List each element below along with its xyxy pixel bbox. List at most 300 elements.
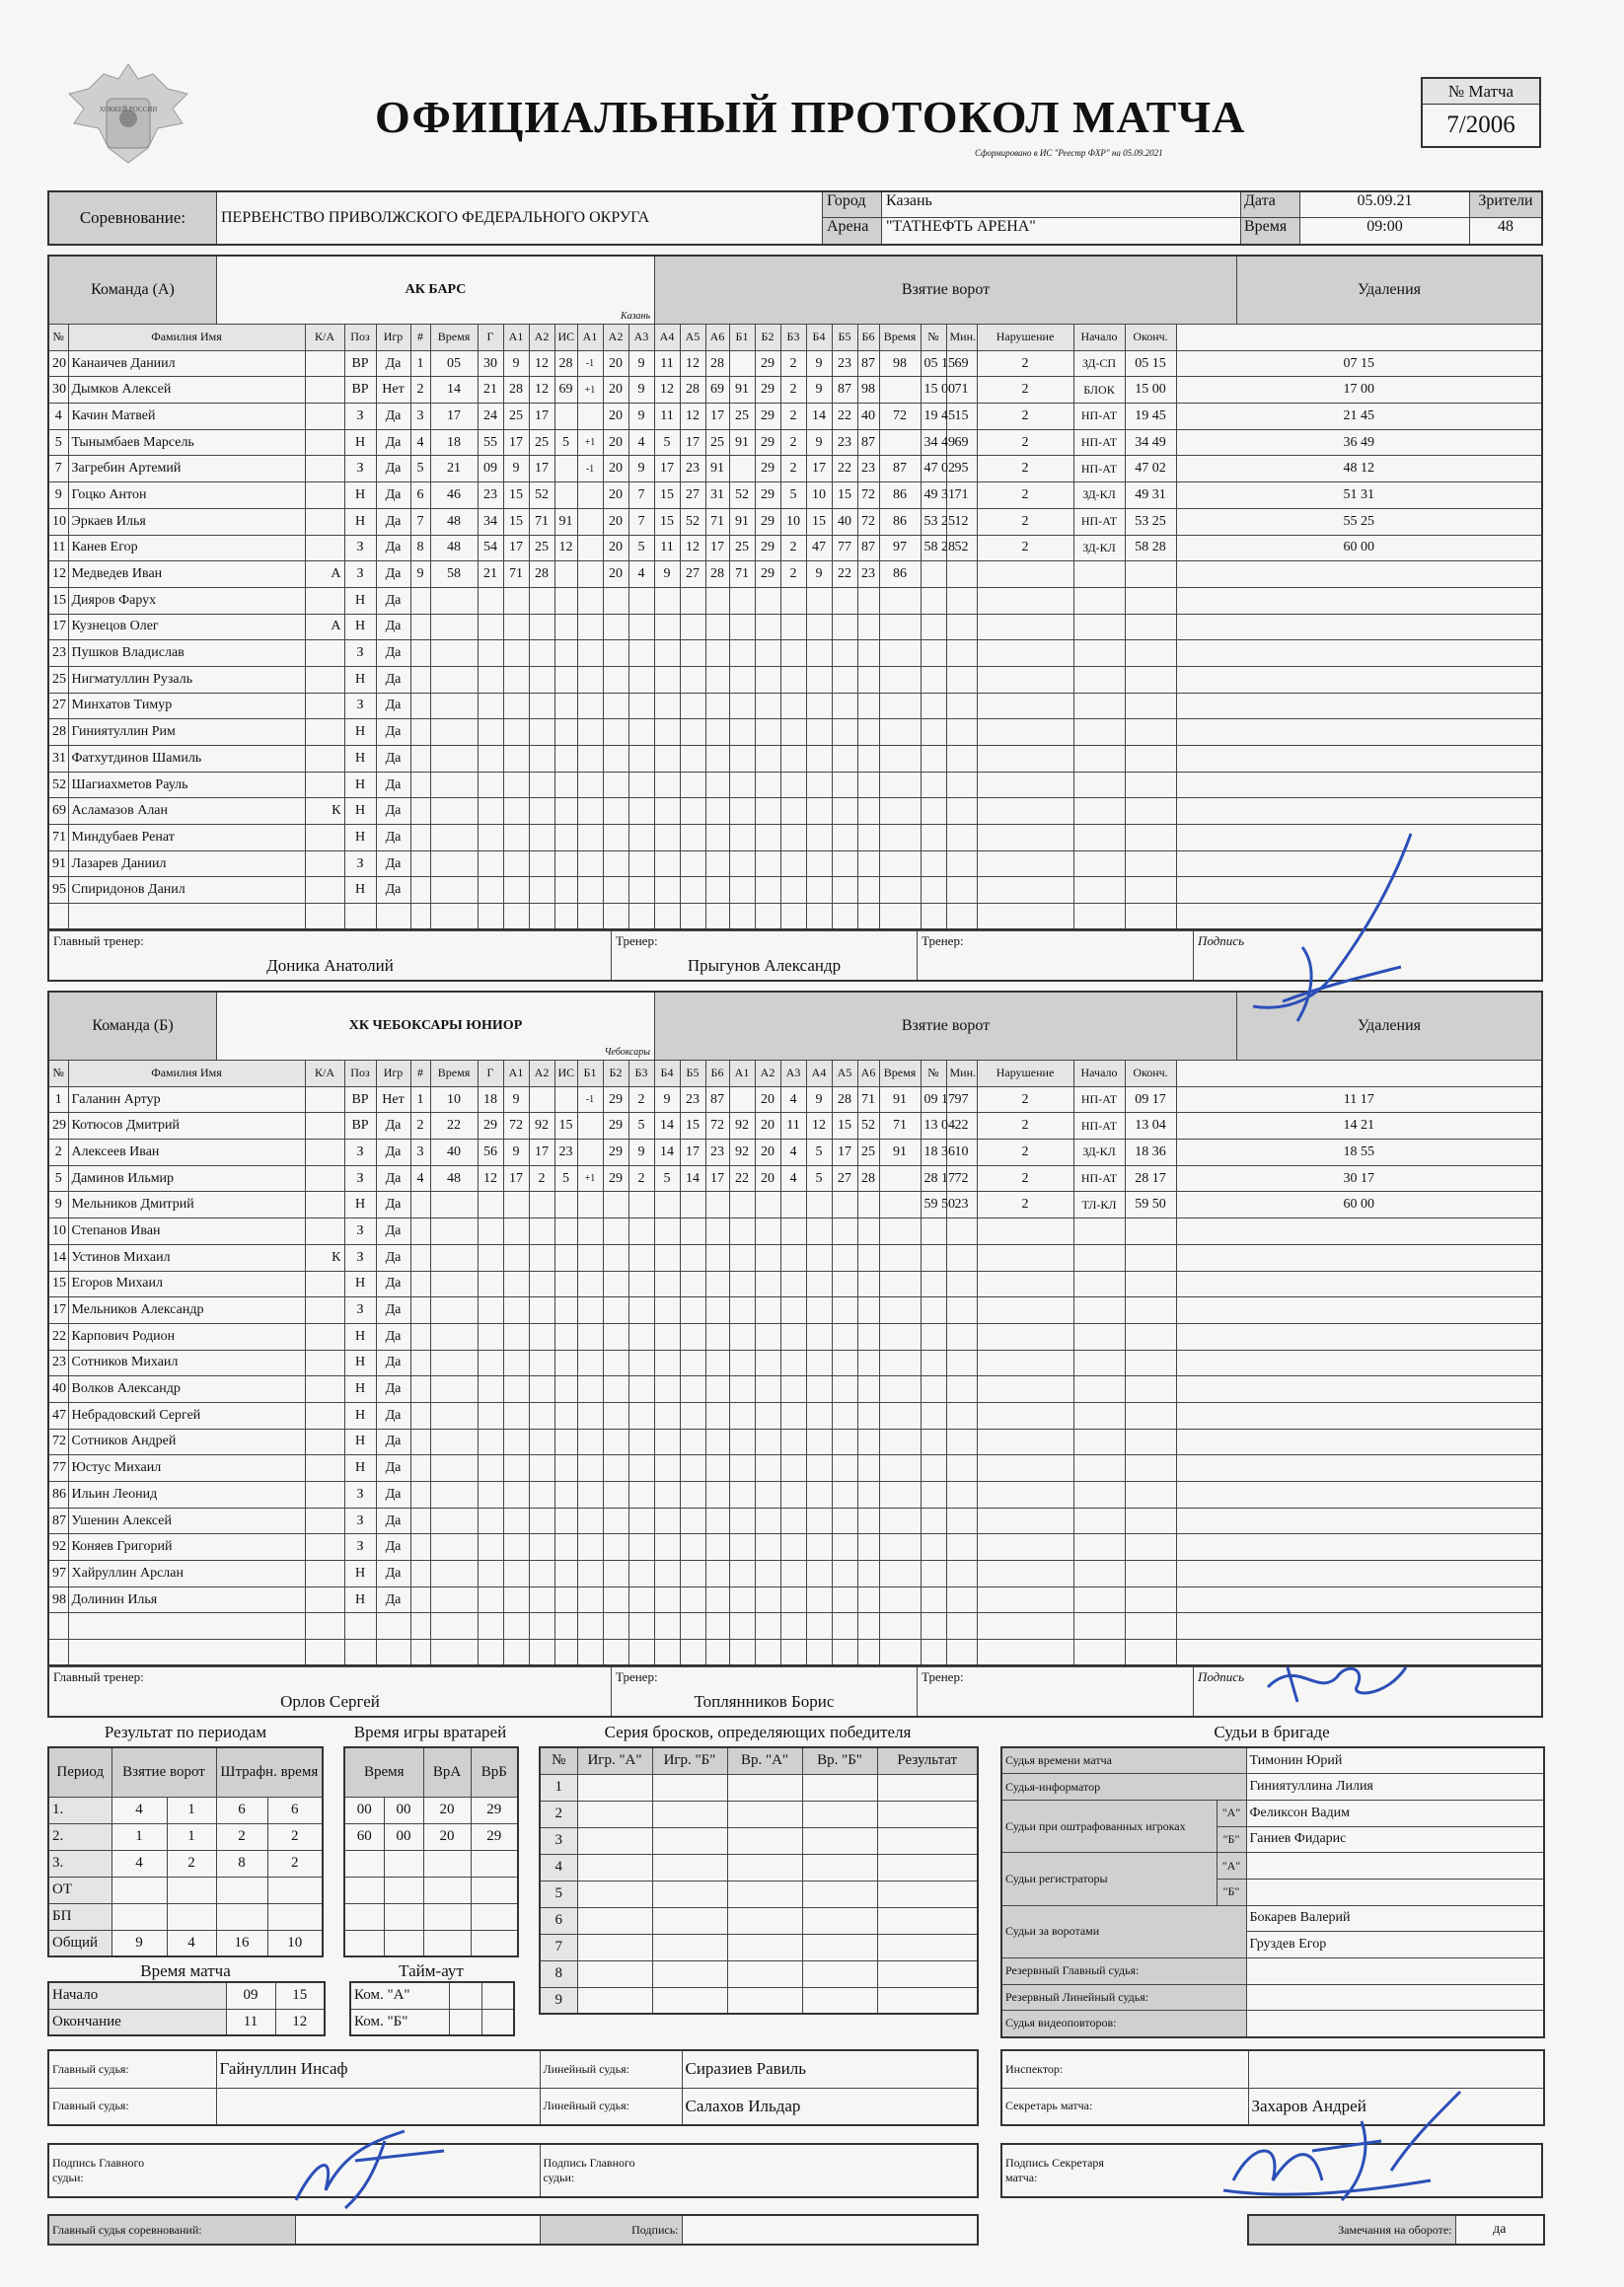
player-cell: Качин Матвей [68, 404, 305, 430]
goal-cell [654, 1402, 680, 1429]
goal-cell: 9 [628, 350, 654, 377]
pen-minutes [977, 904, 1073, 930]
col-header: # [410, 1061, 430, 1087]
goal-cell [729, 1429, 755, 1455]
pen-time [921, 772, 946, 798]
goal-cell [755, 614, 780, 640]
goal-cell [879, 1429, 921, 1455]
goal-cell [529, 614, 554, 640]
goal-cell [832, 1534, 857, 1561]
player-cell [305, 535, 344, 561]
goal-cell [654, 772, 680, 798]
pen-number [946, 640, 977, 667]
referees-table: Судья времени матча Тимонин Юрий Судья-информатор Гиниятуллина Лилия Судьи при оштрафованных игроках "А" Феликсон Вадим "Б" Ганиев Фидарис Судьи регистраторы "А" "Б" Судьи за воротами Бокарев Валерий Груздев Егор Резервный Главный судья: Резервный Линейный судья: Судья видеоповторов: [1000, 1746, 1545, 2038]
goal-cell [729, 1086, 755, 1113]
goal-cell [577, 1140, 603, 1166]
goal-cell [554, 798, 577, 825]
so-row [540, 1827, 978, 1854]
goal-cell [478, 1613, 503, 1640]
player-cell: Н [344, 1376, 376, 1403]
goal-cell: 15 [832, 1113, 857, 1140]
goal-cell [857, 666, 879, 693]
goal-cell [729, 1350, 755, 1376]
table-row [48, 377, 1542, 404]
pen-number [946, 614, 977, 640]
goal-cell [857, 1561, 879, 1587]
goal-cell [410, 1218, 430, 1245]
pen-end [1176, 1561, 1542, 1587]
goal-cell [503, 1402, 529, 1429]
goal-cell [857, 1429, 879, 1455]
pen-infraction [1073, 772, 1125, 798]
goal-cell [554, 1297, 577, 1324]
goal-cell [603, 1482, 628, 1509]
goal-cell [780, 904, 806, 930]
player-cell [305, 377, 344, 404]
goal-cell [879, 1455, 921, 1482]
goal-cell [780, 1244, 806, 1271]
goal-cell [755, 1534, 780, 1561]
goal-cell [410, 746, 430, 773]
goal-cell: 3 [410, 1140, 430, 1166]
goal-cell [529, 1482, 554, 1509]
gk-cell [471, 1930, 518, 1956]
goal-cell: 71 [857, 1086, 879, 1113]
pen-end-sec: 49 [1361, 434, 1374, 450]
goal-cell [554, 1455, 577, 1482]
pen-end-min: 07 [1343, 355, 1358, 371]
goal-cell: 29 [755, 404, 780, 430]
col-header: Начало [1073, 325, 1125, 351]
goal-cell: 17 [680, 1140, 705, 1166]
comp-judge-table: Главный судья соревнований: Подпись: [47, 2214, 979, 2246]
goal-cell: 28 [680, 377, 705, 404]
period-cell: ОТ [48, 1877, 111, 1903]
col-header: Г [478, 1061, 503, 1087]
player-cell: Да [376, 746, 410, 773]
goal-cell [503, 1244, 529, 1271]
periods-title: Результат по периодам [104, 1723, 267, 1741]
table-row [48, 535, 1542, 561]
goal-cell: +1 [577, 429, 603, 456]
player-cell: Гиниятуллин Рим [68, 719, 305, 746]
goal-cell [554, 825, 577, 851]
pen-infraction [1073, 1534, 1125, 1561]
goal-cell: 21 [478, 377, 503, 404]
goal-cell: 2 [780, 429, 806, 456]
goal-cell [680, 904, 705, 930]
player-cell: Н [344, 746, 376, 773]
so-cell [577, 1801, 652, 1827]
goal-cell [680, 614, 705, 640]
goal-cell [806, 1508, 832, 1534]
goal-cell [577, 1429, 603, 1455]
gk-cell [344, 1877, 384, 1903]
player-cell: 11 [48, 535, 68, 561]
table-row [48, 429, 1542, 456]
goal-cell: 17 [503, 429, 529, 456]
pen-sec: 00 [941, 382, 955, 398]
goal-cell [529, 1323, 554, 1350]
goal-cell [806, 772, 832, 798]
goal-cell [857, 1323, 879, 1350]
pen-start [1125, 535, 1176, 561]
goal-cell [478, 614, 503, 640]
goal-cell: 29 [755, 561, 780, 588]
goal-cell: 29 [755, 508, 780, 535]
team-a-pen-title: Удаления [1237, 257, 1541, 324]
goal-cell: 5 [780, 482, 806, 509]
goal-cell [430, 798, 478, 825]
goal-cell [628, 1613, 654, 1640]
player-cell: Карпович Родион [68, 1323, 305, 1350]
pen-infraction [1073, 877, 1125, 904]
goal-cell [832, 666, 857, 693]
so-cell [802, 1987, 877, 2014]
goal-cell [857, 772, 879, 798]
pen-minutes [977, 746, 1073, 773]
so-cell [727, 1960, 802, 1987]
pen-time [921, 614, 946, 640]
goal-cell [503, 904, 529, 930]
player-cell: 77 [48, 1455, 68, 1482]
team-a-sign: Подпись [1198, 933, 1244, 949]
goal-cell [577, 508, 603, 535]
goal-cell [780, 1508, 806, 1534]
col-header: № [48, 325, 68, 351]
pen-infraction: НП-АТ [1073, 1113, 1125, 1140]
goal-cell: 2 [780, 377, 806, 404]
team-a-coach2: Тренер: [918, 931, 1194, 980]
goal-cell [879, 772, 921, 798]
goal-cell: 25 [857, 1140, 879, 1166]
goal-cell: 25 [705, 429, 729, 456]
goal-cell: 15 [806, 508, 832, 535]
generated-note: Сформировано в ИС "Реестр ФХР" на 05.09.2021 [975, 148, 1163, 158]
goal-cell [430, 850, 478, 877]
pen-start [1125, 482, 1176, 509]
goal-cell [832, 850, 857, 877]
goal-cell [410, 1271, 430, 1297]
pen-end-sec: 31 [1361, 486, 1374, 502]
goal-cell [780, 587, 806, 614]
goal-cell [503, 719, 529, 746]
goal-cell: 17 [529, 456, 554, 482]
pen-start [1125, 640, 1176, 667]
goal-cell [705, 1350, 729, 1376]
pen-start [1125, 1534, 1176, 1561]
col-header: А6 [857, 1061, 879, 1087]
col-header: Б6 [705, 1061, 729, 1087]
goal-cell [755, 587, 780, 614]
player-cell [305, 429, 344, 456]
goal-cell [478, 1534, 503, 1561]
pen-end [1176, 350, 1542, 377]
goal-cell [577, 1218, 603, 1245]
goal-cell [879, 1192, 921, 1218]
player-cell: З [344, 850, 376, 877]
pen-time [921, 1192, 955, 1218]
pen-time [921, 1508, 946, 1534]
timeout-table: Ком. "А" Ком. "Б" [349, 1981, 515, 2036]
pen-end-min: 14 [1343, 1118, 1358, 1134]
goal-cell [755, 1429, 780, 1455]
goal-cell: 2 [529, 1165, 554, 1192]
col-header: ИС [554, 325, 577, 351]
so-cell [802, 1907, 877, 1934]
player-cell: Н [344, 587, 376, 614]
goal-cell: 17 [529, 404, 554, 430]
goal-cell [628, 904, 654, 930]
col-header: # [410, 325, 430, 351]
goal-cell [628, 772, 654, 798]
goal-cell: 17 [654, 456, 680, 482]
goal-cell [603, 825, 628, 851]
goal-cell [430, 1376, 478, 1403]
player-cell: Эркаев Илья [68, 508, 305, 535]
pen-number [946, 1402, 977, 1429]
team-b-label: Команда (Б) [49, 993, 217, 1060]
pen-number: 69 [946, 429, 977, 456]
goal-cell: 69 [705, 377, 729, 404]
pen-infraction [1073, 614, 1125, 640]
period-cell: 2 [216, 1823, 267, 1850]
player-cell: Да [376, 1323, 410, 1350]
pen-end [1176, 1376, 1542, 1403]
goal-cell [755, 1244, 780, 1271]
goal-cell [780, 1297, 806, 1324]
player-cell [305, 1271, 344, 1297]
goal-cell [430, 1508, 478, 1534]
goal-cell: 23 [680, 1086, 705, 1113]
table-row [48, 404, 1542, 430]
pen-number: 71 [946, 482, 977, 509]
player-cell: Галанин Артур [68, 1086, 305, 1113]
goal-cell [857, 825, 879, 851]
goal-cell: 71 [503, 561, 529, 588]
timeout-section [349, 1961, 515, 2036]
player-cell: 47 [48, 1402, 68, 1429]
goal-cell: 23 [857, 456, 879, 482]
date-label: Дата [1241, 192, 1300, 217]
goal-cell [529, 587, 554, 614]
goal-cell [857, 1508, 879, 1534]
goal-cell [729, 1402, 755, 1429]
goal-cell [430, 666, 478, 693]
goal-cell [529, 904, 554, 930]
goal-cell [554, 877, 577, 904]
player-cell: Да [376, 1218, 410, 1245]
goal-cell [554, 1508, 577, 1534]
goal-cell [529, 798, 554, 825]
pen-start [1125, 825, 1176, 851]
goal-cell: 5 [654, 429, 680, 456]
table-row [48, 482, 1542, 509]
pen-end [1176, 1586, 1542, 1613]
pen-minutes [977, 1561, 1073, 1587]
pen-end [1176, 1402, 1542, 1429]
goal-cell [628, 1192, 654, 1218]
so-row [540, 1907, 978, 1934]
player-cell [305, 666, 344, 693]
goal-cell: 9 [503, 350, 529, 377]
goal-cell [755, 1586, 780, 1613]
col-header: А3 [628, 325, 654, 351]
goal-cell [410, 640, 430, 667]
goal-cell [577, 1534, 603, 1561]
col-header: Фамилия Имя [68, 1061, 305, 1087]
player-cell: Дияров Фарух [68, 587, 305, 614]
player-cell: 14 [48, 1244, 68, 1271]
player-cell: Да [376, 1140, 410, 1166]
player-cell [305, 1429, 344, 1455]
player-cell: Нет [376, 1086, 410, 1113]
pen-infraction: НП-АТ [1073, 1165, 1125, 1192]
goal-cell: 9 [806, 377, 832, 404]
goal-cell: 72 [503, 1113, 529, 1140]
goal-cell: 87 [879, 456, 921, 482]
goal-cell: 20 [603, 482, 628, 509]
pen-minutes [977, 666, 1073, 693]
goal-cell [554, 850, 577, 877]
goal-cell [478, 1244, 503, 1271]
pen-start-min: 19 [1135, 407, 1149, 423]
goal-cell [832, 1613, 857, 1640]
goal-cell [410, 614, 430, 640]
player-cell: 30 [48, 377, 68, 404]
pen-number [946, 1297, 977, 1324]
goal-cell [857, 877, 879, 904]
inspector-table: Инспектор: Секретарь матча: Захаров Андрей [1000, 2049, 1545, 2126]
goal-cell: 20 [603, 350, 628, 377]
goal-cell [832, 904, 857, 930]
player-cell: Хайруллин Арслан [68, 1561, 305, 1587]
gk-cell [471, 1850, 518, 1877]
player-cell: Н [344, 1429, 376, 1455]
goal-cell: 28 [529, 561, 554, 588]
goal-cell [628, 1455, 654, 1482]
goal-cell [554, 587, 577, 614]
pen-minutes: 2 [977, 350, 1073, 377]
table-row [48, 1113, 1542, 1140]
player-cell [305, 1561, 344, 1587]
teamB-roster-table [47, 1060, 1543, 1666]
goal-cell [410, 1192, 430, 1218]
goal-cell [780, 614, 806, 640]
player-cell: Н [344, 429, 376, 456]
goal-cell [577, 1508, 603, 1534]
goal-cell: 30 [478, 350, 503, 377]
pen-min: 59 [923, 1197, 938, 1213]
city-label: Город [823, 192, 882, 217]
goal-cell: 9 [628, 456, 654, 482]
goal-cell [832, 825, 857, 851]
table-row [48, 1586, 1542, 1613]
goal-cell [554, 404, 577, 430]
so-cell [652, 1854, 727, 1881]
period-cell [111, 1903, 167, 1930]
pen-end [1176, 508, 1542, 535]
pen-infraction [1073, 1271, 1125, 1297]
goal-cell [806, 1482, 832, 1509]
player-cell: Ушенин Алексей [68, 1508, 305, 1534]
goal-cell [554, 666, 577, 693]
goal-cell [577, 719, 603, 746]
pen-minutes [977, 1402, 1073, 1429]
player-cell: Н [344, 1350, 376, 1376]
periods-table: Период Взятие ворот Штрафн. время 1. 4 1 6 6 2. 1 1 2 2 3. 4 2 8 2 ОТ БП Общий 9 4 16 10 [47, 1746, 324, 1957]
goal-cell [410, 1508, 430, 1534]
goal-cell [529, 1376, 554, 1403]
pen-start [1125, 587, 1176, 614]
pen-number [946, 1508, 977, 1534]
table-row [48, 1482, 1542, 1509]
goal-cell [654, 1376, 680, 1403]
player-cell: Нет [376, 377, 410, 404]
player-cell: Медведев Иван [68, 561, 305, 588]
pen-number [946, 1561, 977, 1587]
goal-cell [478, 1323, 503, 1350]
so-col-header: Вр. "Б" [802, 1747, 877, 1774]
goal-cell [705, 825, 729, 851]
goal-cell [529, 825, 554, 851]
goal-cell [755, 1508, 780, 1534]
goal-cell: 12 [680, 535, 705, 561]
pen-start [1125, 666, 1176, 693]
goal-cell [478, 666, 503, 693]
goal-cell: 12 [654, 377, 680, 404]
gk-cell [344, 1930, 384, 1956]
goal-cell: 87 [705, 1086, 729, 1113]
pen-number [946, 561, 977, 588]
player-cell: 5 [48, 429, 68, 456]
goal-cell [654, 1218, 680, 1245]
goal-cell [628, 1429, 654, 1455]
player-cell: З [344, 456, 376, 482]
pen-end-sec: 45 [1361, 407, 1374, 423]
goal-cell [729, 746, 755, 773]
player-cell: Да [376, 1376, 410, 1403]
pen-infraction: ТЛ-КЛ [1073, 1192, 1125, 1218]
team-b-name: ХК ЧЕБОКСАРЫ ЮНИОР [348, 1018, 523, 1033]
goal-cell [577, 1561, 603, 1587]
table-row [48, 1429, 1542, 1455]
pen-end [1176, 1244, 1542, 1271]
player-cell: Н [344, 1561, 376, 1587]
pen-min: 19 [923, 407, 938, 423]
table-row [48, 456, 1542, 482]
so-cell [727, 1774, 802, 1801]
pen-end [1176, 1534, 1542, 1561]
goal-cell [503, 1297, 529, 1324]
player-cell: Егоров Михаил [68, 1271, 305, 1297]
goal-cell [806, 1402, 832, 1429]
pen-end [1176, 1455, 1542, 1482]
so-col-header: Игр. "А" [577, 1747, 652, 1774]
competition-label: Соревнование: [49, 192, 217, 244]
goal-cell: 9 [503, 456, 529, 482]
goal-cell [654, 1586, 680, 1613]
goal-cell [628, 1586, 654, 1613]
goal-cell [503, 1640, 529, 1666]
player-cell [305, 772, 344, 798]
pen-end [1176, 1192, 1542, 1218]
goal-cell [780, 1402, 806, 1429]
goal-cell [806, 1271, 832, 1297]
goal-cell: 7 [628, 508, 654, 535]
player-cell [305, 456, 344, 482]
goal-cell [503, 746, 529, 773]
